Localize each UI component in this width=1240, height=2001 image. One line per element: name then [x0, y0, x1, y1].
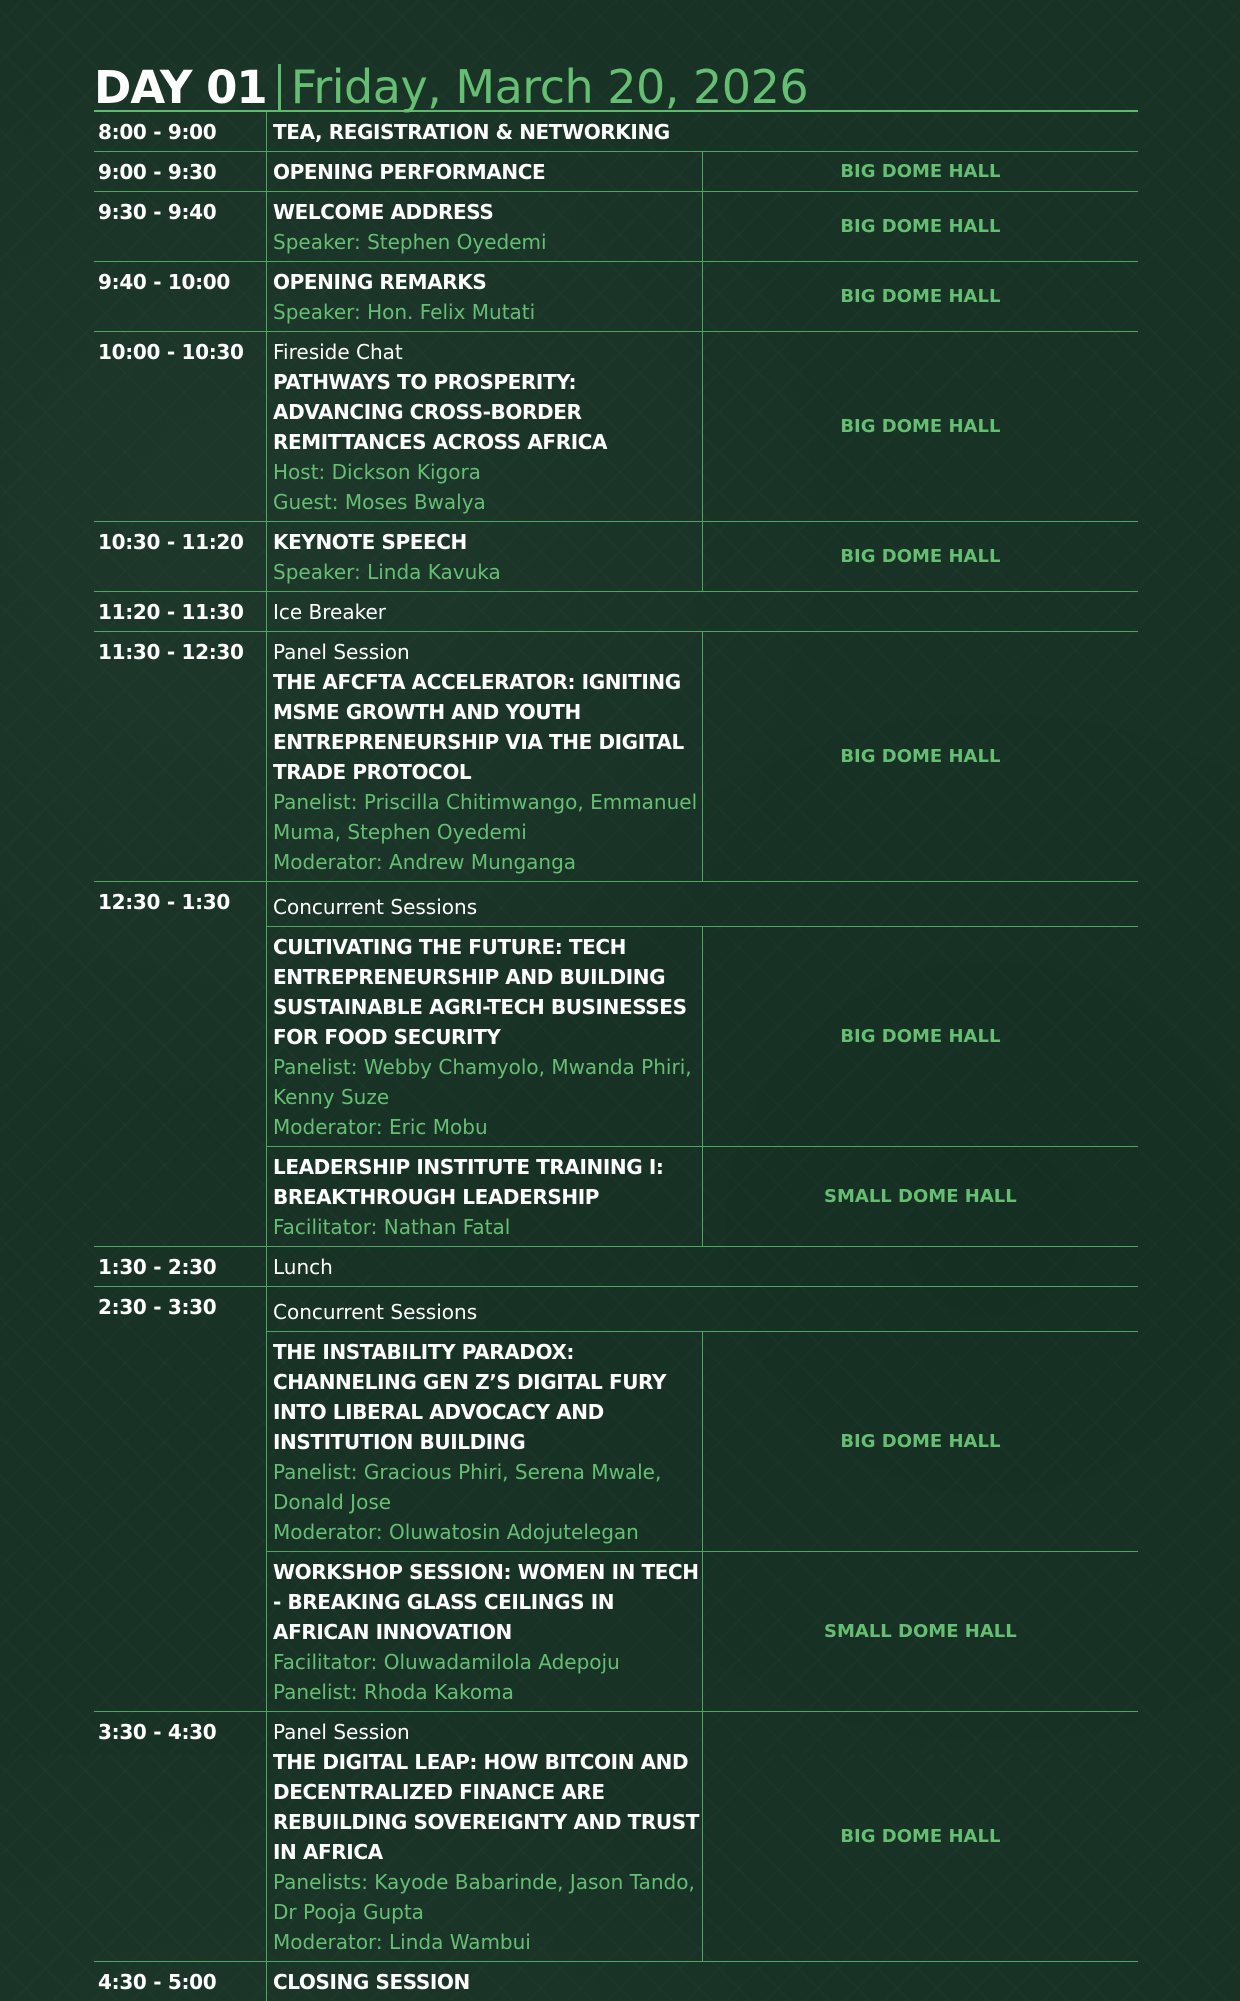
header-divider	[278, 64, 281, 110]
session-title: CULTIVATING THE FUTURE: TECH ENTREPRENEURSHIP AND BUILDING SUSTAINABLE AGRI-TECH BUSINESSES FOR FOOD SECURITY	[273, 932, 702, 1052]
agenda-row	[94, 632, 1138, 882]
agenda-row	[94, 1712, 1138, 1962]
agenda-row	[94, 112, 1138, 152]
session-block	[267, 882, 1139, 927]
session-title: KEYNOTE SPEECH	[273, 527, 702, 557]
session-person: Guest: Moses Bwalya	[273, 487, 702, 517]
agenda-row	[94, 152, 1138, 192]
day-label: DAY 01	[94, 65, 267, 110]
session-block	[267, 927, 703, 1147]
agenda-table	[94, 112, 1138, 2001]
time-slot: 11:30 - 12:30	[94, 632, 267, 882]
session-type-label: Concurrent Sessions	[273, 1297, 1138, 1327]
agenda-row	[94, 262, 1138, 332]
time-slot: 8:00 - 9:00	[94, 112, 267, 152]
time-slot: 2:30 - 3:30	[94, 1287, 267, 1712]
session-title: CLOSING SESSION	[273, 1967, 1138, 1997]
session-block	[267, 522, 703, 592]
time-slot: 10:00 - 10:30	[94, 332, 267, 522]
time-slot: 12:30 - 1:30	[94, 882, 267, 1247]
session-block	[267, 192, 703, 262]
agenda-row	[94, 522, 1138, 592]
session-person: Panelist: Rhoda Kakoma	[273, 1677, 702, 1707]
session-block	[267, 1552, 703, 1712]
session-block	[267, 332, 703, 522]
venue-label: BIG DOME HALL	[702, 1332, 1138, 1552]
agenda-row	[94, 1247, 1138, 1287]
session-block	[267, 632, 703, 882]
session-block	[267, 152, 703, 192]
session-title: OPENING REMARKS	[273, 267, 702, 297]
session-title: PATHWAYS TO PROSPERITY: ADVANCING CROSS-BORDER REMITTANCES ACROSS AFRICA	[273, 367, 702, 457]
session-person: Speaker: Linda Kavuka	[273, 557, 702, 587]
session-block	[267, 592, 1139, 632]
time-slot: 9:00 - 9:30	[94, 152, 267, 192]
venue-label: BIG DOME HALL	[702, 522, 1138, 592]
session-person: Panelist: Priscilla Chitimwango, Emmanuel Muma, Stephen Oyedemi	[273, 787, 702, 847]
venue-label: SMALL DOME HALL	[702, 1552, 1138, 1712]
agenda-row	[94, 332, 1138, 522]
session-type-label: Panel Session	[273, 1717, 702, 1747]
session-title: WORKSHOP SESSION: WOMEN IN TECH - BREAKING GLASS CEILINGS IN AFRICAN INNOVATION	[273, 1557, 702, 1647]
session-type-label: Concurrent Sessions	[273, 892, 1138, 922]
session-person: Panelists: Kayode Babarinde, Jason Tando, Dr Pooja Gupta	[273, 1867, 702, 1927]
session-person: Panelist: Gracious Phiri, Serena Mwale, Donald Jose	[273, 1457, 702, 1517]
session-block	[267, 1332, 703, 1552]
session-type-label: Lunch	[273, 1252, 1138, 1282]
day-date: Friday, March 20, 2026	[291, 64, 808, 110]
venue-label: BIG DOME HALL	[702, 332, 1138, 522]
time-slot: 10:30 - 11:20	[94, 522, 267, 592]
session-type-label: Ice Breaker	[273, 597, 1138, 627]
time-slot: 1:30 - 2:30	[94, 1247, 267, 1287]
session-person: Speaker: Stephen Oyedemi	[273, 227, 702, 257]
session-title: WELCOME ADDRESS	[273, 197, 702, 227]
venue-label: SMALL DOME HALL	[702, 1147, 1138, 1247]
agenda-sheet	[94, 50, 1138, 2001]
venue-label: BIG DOME HALL	[702, 1712, 1138, 1962]
agenda-row	[94, 882, 1138, 927]
session-person: Host: Dickson Kigora	[273, 457, 702, 487]
time-slot: 9:40 - 10:00	[94, 262, 267, 332]
session-block	[267, 1147, 703, 1247]
session-block	[267, 1962, 1139, 2001]
session-block	[267, 1247, 1139, 1287]
venue-label: BIG DOME HALL	[702, 192, 1138, 262]
session-person: Moderator: Eric Mobu	[273, 1112, 702, 1142]
session-title: THE AFCFTA ACCELERATOR: IGNITING MSME GROWTH AND YOUTH ENTREPRENEURSHIP VIA THE DIGITAL TRADE PROTOCOL	[273, 667, 702, 787]
time-slot: 3:30 - 4:30	[94, 1712, 267, 1962]
session-block	[267, 1287, 1139, 1332]
agenda-row	[94, 1962, 1138, 2001]
session-title: THE DIGITAL LEAP: HOW BITCOIN AND DECENTRALIZED FINANCE ARE REBUILDING SOVEREIGNTY AND TRUST IN AFRICA	[273, 1747, 702, 1867]
session-person: Speaker: Hon. Felix Mutati	[273, 297, 702, 327]
session-block	[267, 262, 703, 332]
session-person: Moderator: Linda Wambui	[273, 1927, 702, 1957]
session-title: THE INSTABILITY PARADOX: CHANNELING GEN Z’S DIGITAL FURY INTO LIBERAL ADVOCACY AND INSTITUTION BUILDING	[273, 1337, 702, 1457]
session-type-label: Fireside Chat	[273, 337, 702, 367]
session-title: OPENING PERFORMANCE	[273, 157, 702, 187]
session-person: Moderator: Andrew Munganga	[273, 847, 702, 877]
session-title: TEA, REGISTRATION & NETWORKING	[273, 117, 1138, 147]
session-person: Moderator: Oluwatosin Adojutelegan	[273, 1517, 702, 1547]
session-title: LEADERSHIP INSTITUTE TRAINING I: BREAKTHROUGH LEADERSHIP	[273, 1152, 702, 1212]
session-person: Facilitator: Nathan Fatal	[273, 1212, 702, 1242]
time-slot: 9:30 - 9:40	[94, 192, 267, 262]
session-block	[267, 112, 1139, 152]
session-person: Facilitator: Oluwadamilola Adepoju	[273, 1647, 702, 1677]
agenda-row	[94, 1287, 1138, 1332]
session-block	[267, 1712, 703, 1962]
session-person: Panelist: Webby Chamyolo, Mwanda Phiri, Kenny Suze	[273, 1052, 702, 1112]
time-slot: 11:20 - 11:30	[94, 592, 267, 632]
agenda-row	[94, 592, 1138, 632]
venue-label: BIG DOME HALL	[702, 632, 1138, 882]
venue-label: BIG DOME HALL	[702, 262, 1138, 332]
day-header	[94, 50, 1138, 110]
agenda-row	[94, 192, 1138, 262]
venue-label: BIG DOME HALL	[702, 152, 1138, 192]
time-slot: 4:30 - 5:00	[94, 1962, 267, 2001]
session-type-label: Panel Session	[273, 637, 702, 667]
venue-label: BIG DOME HALL	[702, 927, 1138, 1147]
